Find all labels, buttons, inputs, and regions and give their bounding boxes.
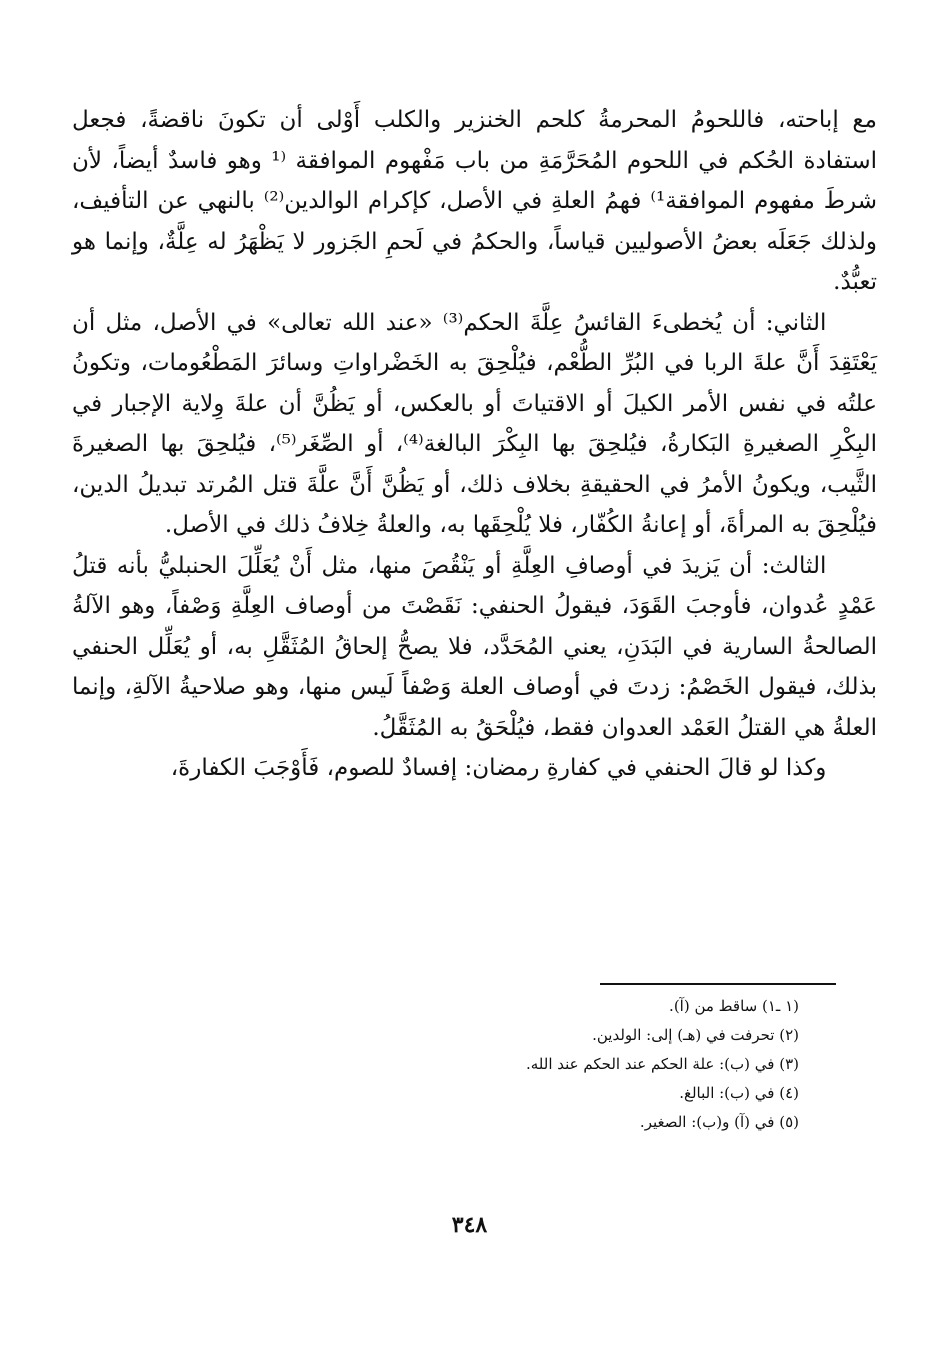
footnote-3: (٣) في (ب): علة الحكم عند الحكم عند الله. xyxy=(525,1055,799,1073)
main-text xyxy=(72,100,877,789)
paragraph-2: الثاني: أن يُخطىءَ القائسُ عِلَّةَ الحكم⁽³⁾ «عند الله تعالى» في الأصل، مثل أن يَعْتَقِدَ أَنَّ علةَ الربا في البُرِّ الطُّعْم، فيُلْحِقَ به الخَضْراواتِ وسائرَ المَطْعُومات، وتكونُ علتُه في نفس الأمر الكيلَ أو الاقتياتَ أو بالعكس، أو يَظُنَّ أن علةَ وِلاية الإجبار في البِكْرِ الصغيرةِ البَكارةُ، فيُلحِقَ بها البِكْرَ البالغة⁽⁴⁾، أو الصِّغَر⁽⁵⁾، فيُلحِقَ بها الصغيرةَ الثَّيب، ويكونُ الأمرُ في الحقيقةِ بخلاف ذلك، أو يَظُنَّ أَنَّ علَّةَ قتل المُرتد تبديلُ الدين، فيُلْحِقَ به المرأةَ، أو إعانةُ الكُفّار، فلا يُلْحِقَها به، والعلةُ خِلافُ ذلك في الأصل. xyxy=(72,309,877,538)
page-number: ٣٤٨ xyxy=(451,1212,488,1238)
paragraph-1: مع إباحته، فاللحومُ المحرمةُ كلحم الخنزير والكلب أَوْلى أن تكونَ ناقضةً، فجعل استفادة الحُكم في اللحوم المُحَرَّمَةِ من باب مَفْهوم الموافقة ⁽¹ وهو فاسدٌ أيضاً، لأن شرطَ مفهوم الموافقة¹⁾ فهمُ العلةِ في الأصل، كإكرام الوالدين⁽²⁾ بالنهي عن التأفيف، ولذلك جَعَلَه بعضُ الأصوليين قياساً، والحكمُ في لَحمِ الجَزور لا يَظْهَرُ له عِلَّةٌ، وإنما هو تعبُّدٌ. xyxy=(72,107,877,295)
footnote-5: (٥) في (آ) و(ب): الصغير. xyxy=(639,1113,799,1131)
footnote-4: (٤) في (ب): البالغ. xyxy=(679,1084,799,1102)
paragraph-4: وكذا لو قالَ الحنفي في كفارةِ رمضان: إفسادٌ للصوم، فَأَوْجَبَ الكفارةَ، xyxy=(170,755,827,781)
footnotes xyxy=(239,992,799,1137)
footnote-2: (٢) تحرفت في (هـ) إلى: الولدين. xyxy=(592,1026,799,1044)
paragraph-3: الثالث: أن يَزيدَ في أوصافِ العِلَّةِ أو يَنْقُصَ منها، مثل أَنْ يُعَلِّلَ الحنبليُّ بأنه قتلُ عَمْدٍ عُدوان، فأوجبَ القَوَدَ، فيقولُ الحنفي: نَقَصْتَ من أوصاف العِلَّةِ وَصْفاً، وهو الآلةُ الصالحةُ السارية في البَدَنِ، يعني المُحَدَّد، فلا يصحُّ إلحاقُ المُثَقَّلِ به، أو يُعَلِّل الحنفي بذلك، فيقول الخَصْمُ: زدتَ في أوصاف العلة وَصْفاً لَيس منها، وهو صلاحيةُ الآلةِ، وإنما العلةُ هي القتلُ العَمْد العدوان فقط، فيُلْحَقُ به المُثَقَّلُ. xyxy=(72,552,877,741)
footnote-divider xyxy=(600,983,836,985)
footnote-1: (١ ـ١) ساقط من (آ). xyxy=(669,997,799,1015)
